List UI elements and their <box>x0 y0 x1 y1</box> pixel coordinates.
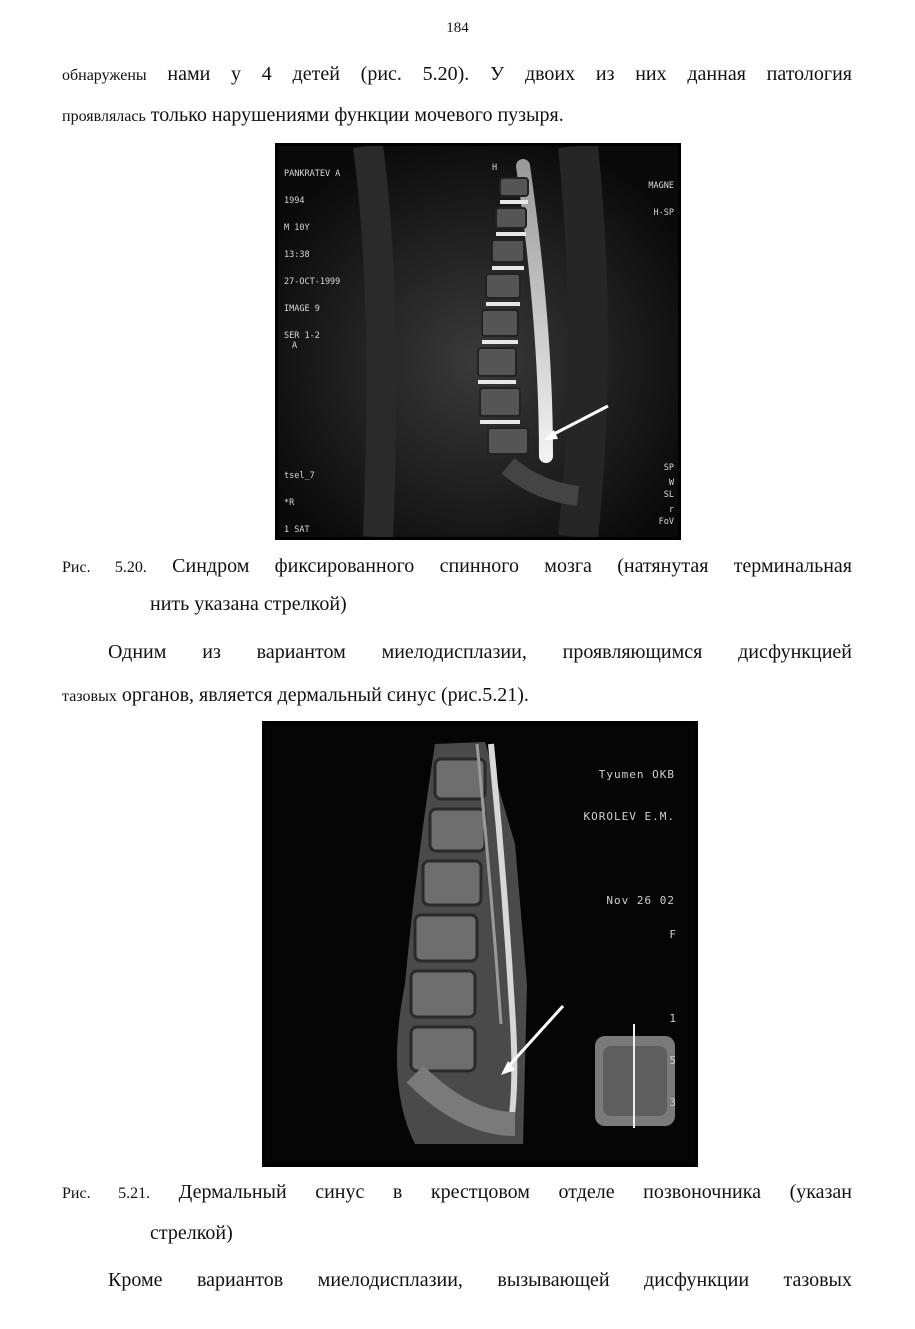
figure-5-20-top-left-overlay <box>284 152 340 359</box>
figure-5-20-bottom-left-overlay <box>284 454 340 540</box>
caption-text: Дермальный синус в крестцовом отделе позвоночника (указан <box>150 1181 853 1203</box>
figure-5-21-caption-line-1 <box>62 1180 852 1206</box>
page-number: 184 <box>446 20 469 36</box>
paragraph-1-line-1 <box>62 62 852 88</box>
figure-5-20-h-marker: H <box>492 163 498 173</box>
overlay-line: H-SP <box>653 208 674 218</box>
figure-5-21-side-overlay <box>647 900 678 1138</box>
overlay-line <box>647 970 678 984</box>
paragraph-1-line-1-prefix: обнаружены <box>62 67 147 84</box>
overlay-line: r <box>668 505 674 515</box>
paragraph-1-line-2-prefix: проявлялась <box>62 108 146 125</box>
overlay-line: Nov 26 02 <box>606 894 675 907</box>
figure-5-20-caption-line-1 <box>62 554 852 580</box>
paragraph-1-line-2 <box>62 103 852 129</box>
figure-5-20-caption-line-2: нить указана стрелкой) <box>150 593 347 615</box>
overlay-line: SER 1-2 <box>284 331 320 341</box>
overlay-line: SL <box>663 490 674 500</box>
overlay-line: W <box>668 478 674 488</box>
figure-5-20-corner-marker <box>654 461 674 533</box>
overlay-line: 13:38 <box>284 250 310 260</box>
overlay-line: tsel_7 <box>284 471 315 481</box>
overlay-line: Tyumen OKB <box>598 768 675 781</box>
overlay-line: PANKRATEV A <box>284 169 341 179</box>
overlay-line: 1994 <box>284 196 305 206</box>
overlay-line: FoV <box>658 517 674 527</box>
overlay-line: *R <box>284 498 295 508</box>
overlay-line: 5 <box>669 1054 677 1067</box>
overlay-line: KOROLEV E.M. <box>583 810 675 823</box>
caption-label: Рис. 5.21. <box>62 1185 151 1202</box>
figure-5-20-mri-image <box>275 143 681 540</box>
overlay-line: SP <box>663 463 674 473</box>
caption-text: Синдром фиксированного спинного мозга (натянутая терминальная <box>146 555 852 577</box>
overlay-line: F <box>669 928 677 941</box>
paragraph-2-line-2 <box>62 683 852 709</box>
paragraph-2-line-1: Одним из вариантом миелодисплазии, проявляющимся дисфункцией <box>108 641 852 663</box>
figure-5-21-mri-image <box>262 721 698 1167</box>
overlay-line: 27-OCT-1999 <box>284 277 341 287</box>
paragraph-1-line-2-rest: только нарушениями функции мочевого пузыря. <box>145 104 564 126</box>
paragraph-2-line-2-prefix: тазовых <box>62 688 117 705</box>
caption-label: Рис. 5.20. <box>62 559 147 576</box>
overlay-line: 3 <box>669 1096 677 1109</box>
figure-5-20-a-marker: A <box>292 341 298 351</box>
figure-5-21-caption-line-2: стрелкой) <box>150 1222 233 1244</box>
paragraph-2-line-2-rest: органов, является дермальный синус (рис.5.21). <box>116 684 529 706</box>
overlay-line: IMAGE 9 <box>284 304 320 314</box>
paragraph-3-line-1: Кроме вариантов миелодисплазии, вызывающей дисфункции тазовых <box>108 1269 852 1291</box>
overlay-line: 1 SAT <box>284 525 310 535</box>
figure-5-20-top-right-overlay <box>648 164 674 236</box>
overlay-line <box>584 852 675 866</box>
overlay-line: MAGNE <box>648 181 674 191</box>
overlay-line: 1 <box>669 1012 677 1025</box>
overlay-line: M 10Y <box>284 223 310 233</box>
paragraph-1-line-1-rest: нами у 4 детей (рис. 5.20). У двоих из них данная патология <box>146 63 852 85</box>
